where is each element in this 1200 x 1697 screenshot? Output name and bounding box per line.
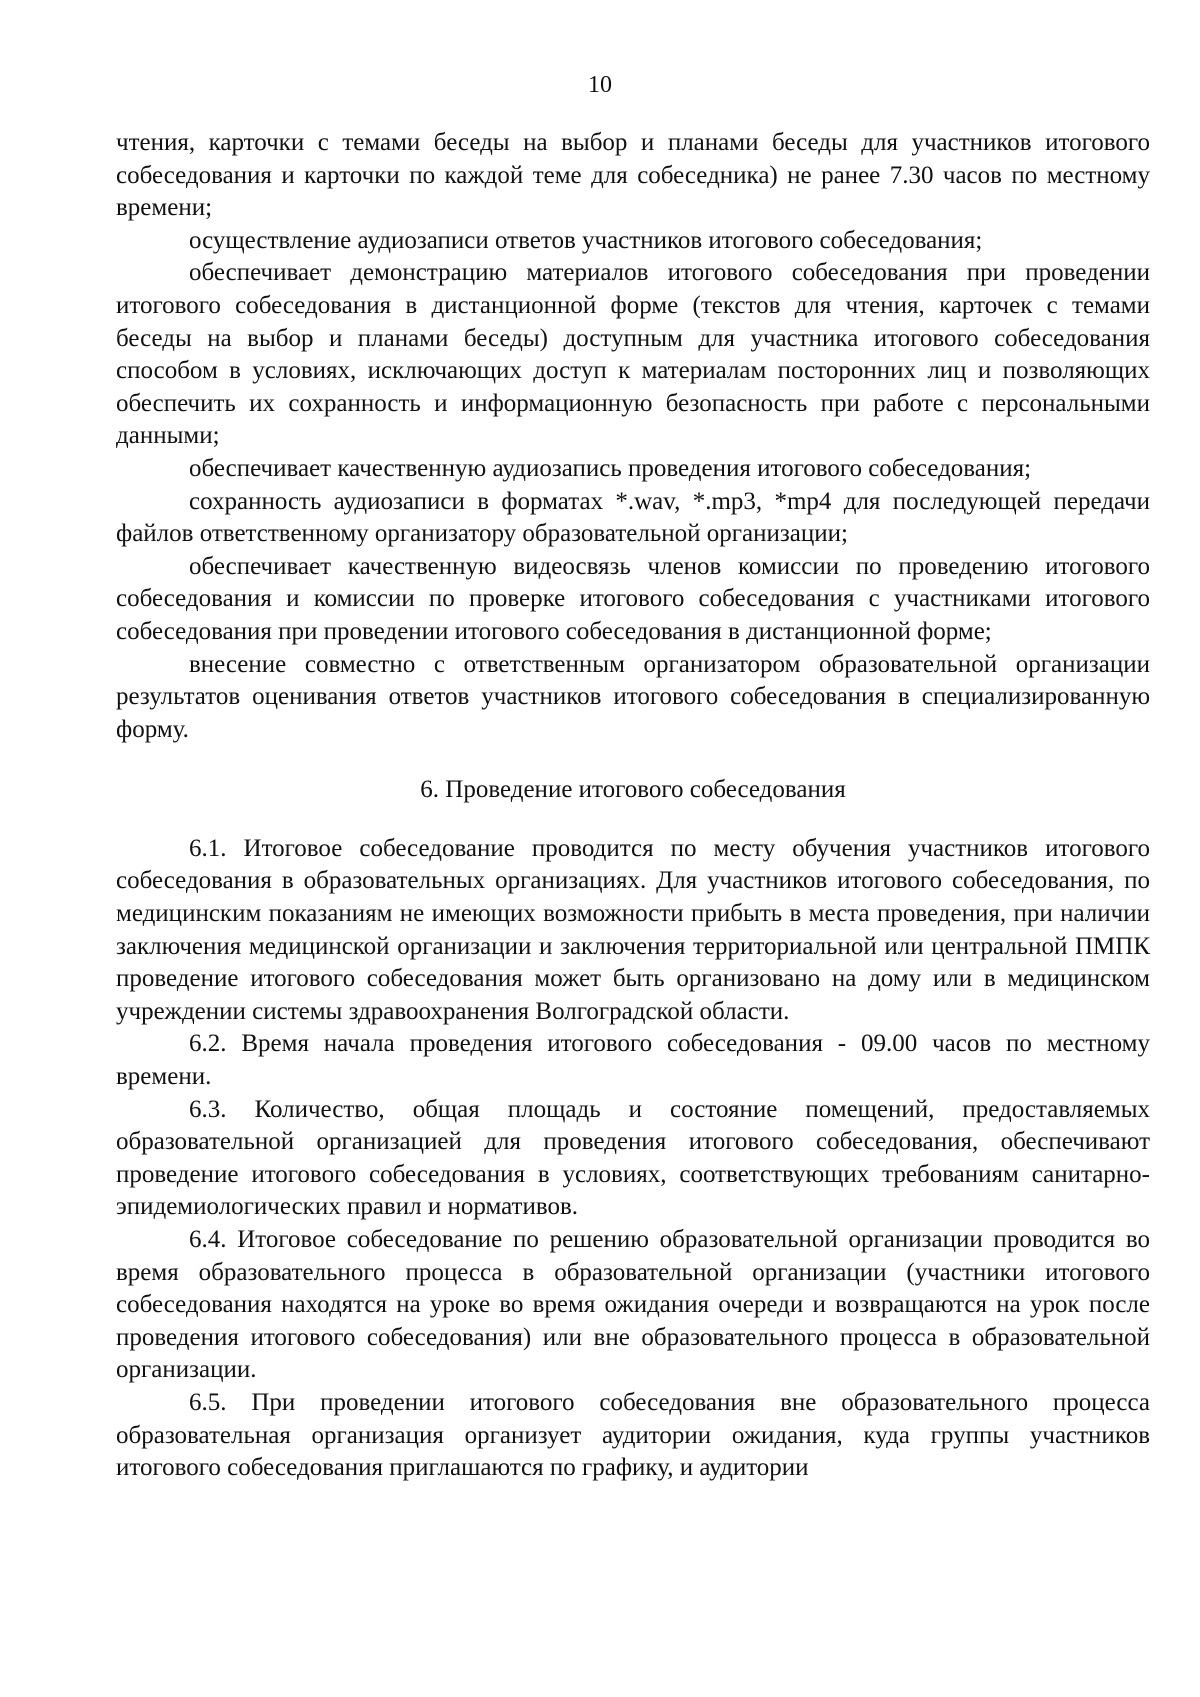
paragraphs-after-heading bbox=[116, 833, 1150, 1485]
paragraph: 6.4. Итоговое собеседование по решению образовательной организации проводится во время образовательного процесса в образовательной организации (участники итогового собеседования находятся на уроке во время ожидания очереди и возвращаются на урок после проведения итогового собеседования) или вне образовательного процесса в образовательной организации. bbox=[116, 1226, 1150, 1384]
paragraph: 6.5. При проведении итогового собеседования вне образовательного процесса образовательная организация организует аудитории ожидания, куда группы участников итогового собеседования приглашаются по графику, и аудитории bbox=[116, 1388, 1150, 1482]
paragraph: осуществление аудиозаписи ответов участников итогового собеседования; bbox=[189, 226, 983, 254]
document-body bbox=[116, 127, 1150, 1485]
paragraph: сохранность аудиозаписи в форматах *.wav, *.mp3, *mp4 для последующей передачи файлов ответственному организатору образовательной организации; bbox=[116, 487, 1150, 548]
paragraph: внесение совместно с ответственным организатором образовательной организации результатов оценивания ответов участников итогового собеседования в специализированную форму. bbox=[116, 650, 1150, 743]
paragraphs-before-heading bbox=[116, 127, 1150, 746]
paragraph: чтения, карточки с темами беседы на выбор и планами беседы для участников итогового собеседования и карточки по каждой теме для собеседника) не ранее 7.30 часов по местному времени; bbox=[116, 129, 1150, 222]
section-heading: 6. Проведение итогового собеседования bbox=[420, 776, 846, 804]
paragraph: обеспечивает качественную аудиозапись проведения итогового собеседования; bbox=[189, 454, 1032, 482]
paragraph: 6.1. Итоговое собеседование проводится по месту обучения участников итогового собеседования в образовательных организациях. Для участников итогового собеседования, по медицинским показаниям не имеющих возможности прибыть в места проведения, при наличии заключения медицинской организации и заключения территориальной или центральной ПМПК проведение итогового собеседования может быть организовано на дому или в медицинском учреждении системы здравоохранения Волгоградской области. bbox=[116, 834, 1150, 1025]
paragraph: 6.3. Количество, общая площадь и состояние помещений, предоставляемых образовательной организацией для проведения итогового собеседования, обеспечивают проведение итогового собеседования в условиях, соответствующих требованиям санитарно-эпидемиологических правил и нормативов. bbox=[116, 1095, 1150, 1221]
paragraph: 6.2. Время начала проведения итогового собеседования - 09.00 часов по местному времени. bbox=[116, 1030, 1150, 1091]
page-number: 10 bbox=[588, 72, 612, 98]
paragraph: обеспечивает качественную видеосвязь членов комиссии по проведению итогового собеседования и комиссии по проверке итогового собеседования с участниками итогового собеседования при проведении итогового собеседования в дистанционной форме; bbox=[116, 552, 1150, 645]
paragraph: обеспечивает демонстрацию материалов итогового собеседования при проведении итогового собеседования в дистанционной форме (текстов для чтения, карточек с темами беседы на выбор и планами беседы) доступным для участника итогового собеседования способом в условиях, исключающих доступ к материалам посторонних лиц и позволяющих обеспечить их сохранность и информационную безопасность при работе с персональными данными; bbox=[116, 259, 1150, 450]
